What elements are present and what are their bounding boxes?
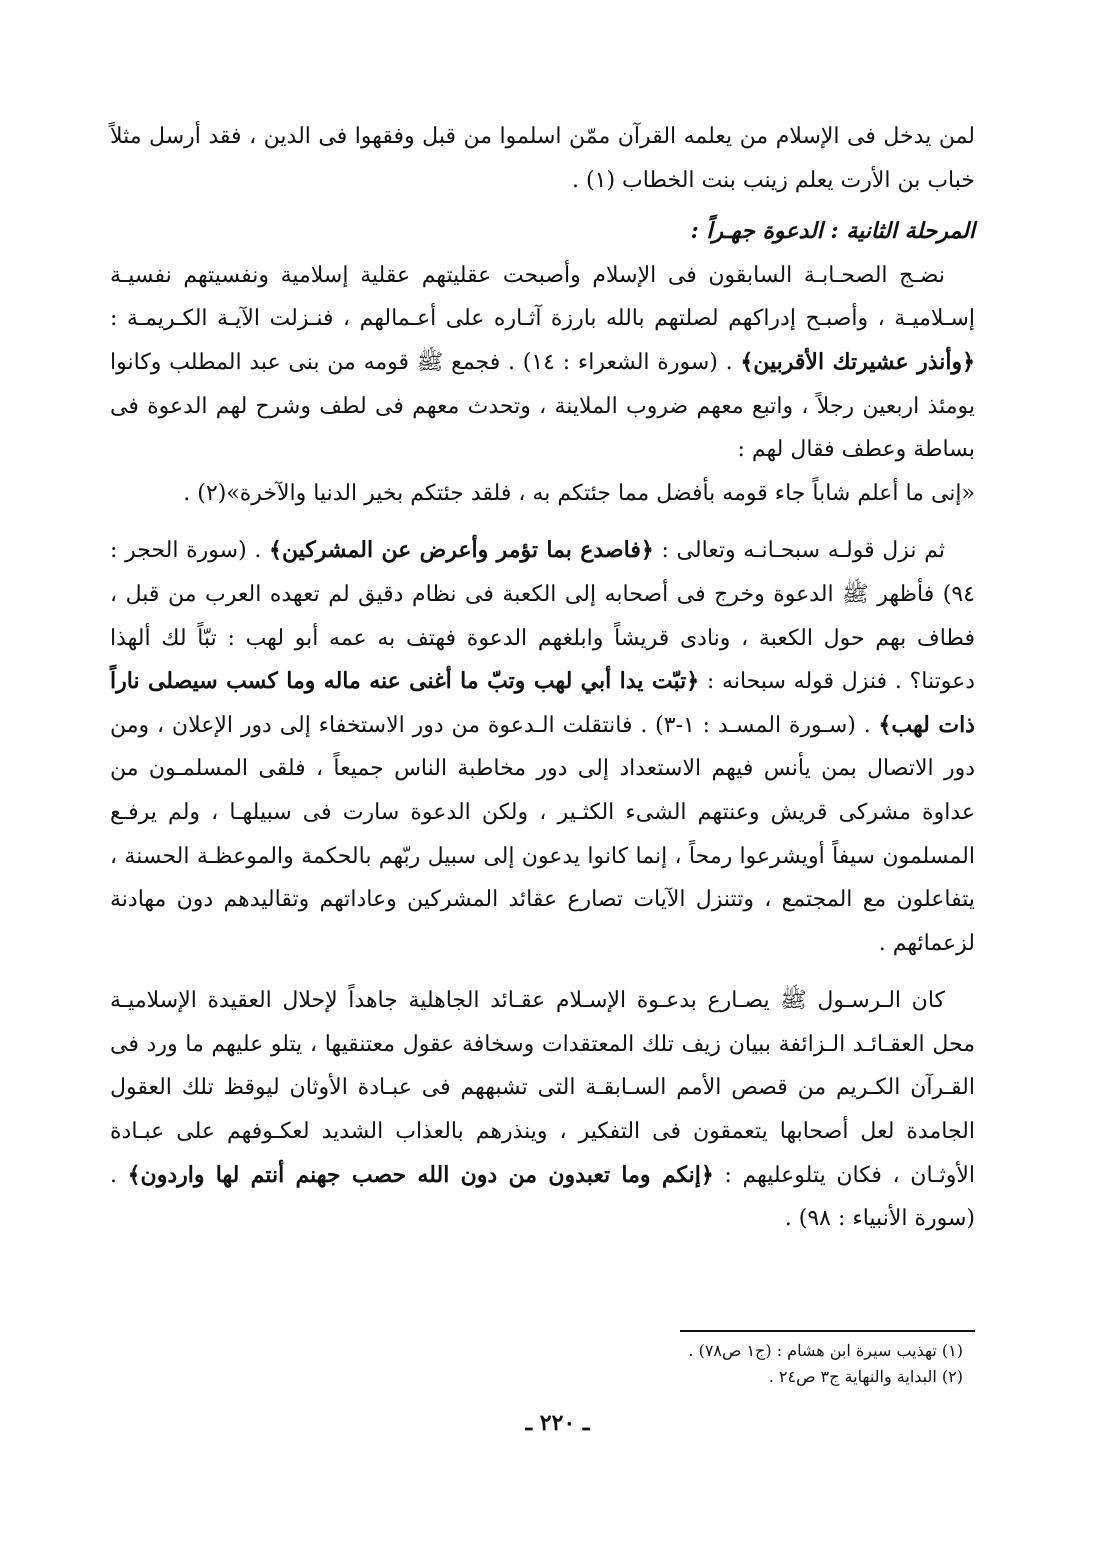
footnote: (٢) البداية والنهاية ج٣ ص٢٤ . — [768, 1367, 963, 1386]
quran-quote: ﴿وأنذر عشيرتك الأقربين﴾ — [740, 348, 976, 375]
page-number: ـ ٢٢٠ ـ — [525, 1410, 590, 1436]
text-span: . (سورة الأنبياء : ٩٨) . — [110, 1162, 975, 1232]
paragraph — [110, 529, 975, 965]
quran-quote: ﴿تبّت يدا أبي لهب وتبّ ما أغنى عنه ماله وما كسب سيصلى ناراً ذات لهب﴾ — [110, 668, 975, 738]
footnotes — [110, 1330, 975, 1390]
text-span: . (سورة الشعراء : ١٤) . فجمع ﷺ قومه من بنى عبد المطلب وكانوا يومئذ اربعين رجلاً ، واتبع معهم ضروب الملاينة ، وتحدث معهم فى لطف وشرح لهم الدعوة فى بساطة وعطف فقال لهم : — [110, 349, 975, 463]
paragraph: لمن يدخل فى الإسلام من يعلمه القرآن ممّن اسلموا من قبل وفقهوا فى الدين ، فقد أرسل مثلاً خباب بن الأرت يعلم زينب بنت الخطاب (١) . — [110, 124, 975, 193]
text-span: نضـج الصحـابـة السابقون فى الإسلام وأصبحت عقليتهم عقلية إسلامية ونفسيتهم نفسيـة إسـلاميـة ، وأصبـح إدراكهم لصلتهم بالله بارزة آثـاره على أعـمالهم ، فنـزلت الآيـة الكـريمـة : — [110, 262, 975, 332]
text-span: . (سـورة المسـد : ١-٣) . فانتقلت الـدعوة من دور الاستخفاء إلى دور الإعلان ، ومن دور الاتصال بمن يأنس فيهم الاستعداد إلى دور مخاطبة الناس جميعاً ، فلقى المسلمـون من عداوة مشركى قريش وعنتهم الشىء الكثـير ، ولكن الدعوة سارت فى سبيلهـا ، ولم يرفـع المسلمون سيفاً أويشرعوا رمحاً ، إنما كانوا يدعون إلى سبيل ربّهم بالحكمة والموعظـة الحسنة ، يتفاعلون مع المجتمع ، وتتنزل الآيات تصارع عقائد المشركين وعاداتهم وتقاليدهم دون مهادنة لزعمائهم . — [110, 712, 975, 956]
footnote: (١) تهذيب سيرة ابن هشام : (ج١ ص٧٨) . — [688, 1341, 963, 1360]
quran-quote: ﴿إنكم وما تعبدون من دون الله حصب جهنم أنتم لها واردون﴾ — [127, 1161, 714, 1188]
section-heading: المرحلة الثانية : الدعوة جهـراً : — [690, 218, 975, 245]
paragraph — [110, 979, 975, 1241]
text-span: كان الـرسـول ﷺ يصـارع بدعـوة الإسـلام عقـائد الجاهلية جاهداً لإحلال العقيدة الإسلاميـة محل العقـائـد الـزائفة ببيان زيف تلك المعتقدات وسخافة عقول معتنقيها ، يتلو عليهم ما ورد فى القـرآن الكـريم من قصص الأمم السـابقـة التى تشبههم فى عبـادة الأوثان ليوقظ تلك العقول الجامدة لعل أصحابها يتعمقون فى التفكير ، وينذرهم بالعذاب الشديد لعكـوفهم على عبـادة الأوثـان ، فكان يتلوعليهم : — [110, 988, 975, 1188]
paragraph — [110, 254, 975, 472]
text-span: . (سورة الحجر : ٩٤) فأظهر ﷺ الدعوة وخرج فى أصحابه إلى الكعبة فى نظام دقيق لم تعهده العرب من قبل ، فطاف بهم حول الكعبة ، ونادى قريشاً وابلغهم الدعوة فهتف به عمه أبو لهب : تبّاً لك ألهذا دعوتنا؟ . فنزل قوله سبحانه : — [110, 538, 975, 695]
paragraph: «إنى ما أعلم شاباً جاء قومه بأفضل مما جئتكم به ، فلقد جئتكم بخير الدنيا والآخرة»(٢) . — [183, 480, 975, 506]
main-text — [110, 115, 975, 1241]
quran-quote: ﴿فاصدع بما تؤمر وأعرض عن المشركين﴾ — [269, 537, 654, 564]
text-span: ثم نزل قولـه سبحـانـه وتعالى : — [661, 538, 945, 564]
footnote-separator — [680, 1330, 975, 1332]
